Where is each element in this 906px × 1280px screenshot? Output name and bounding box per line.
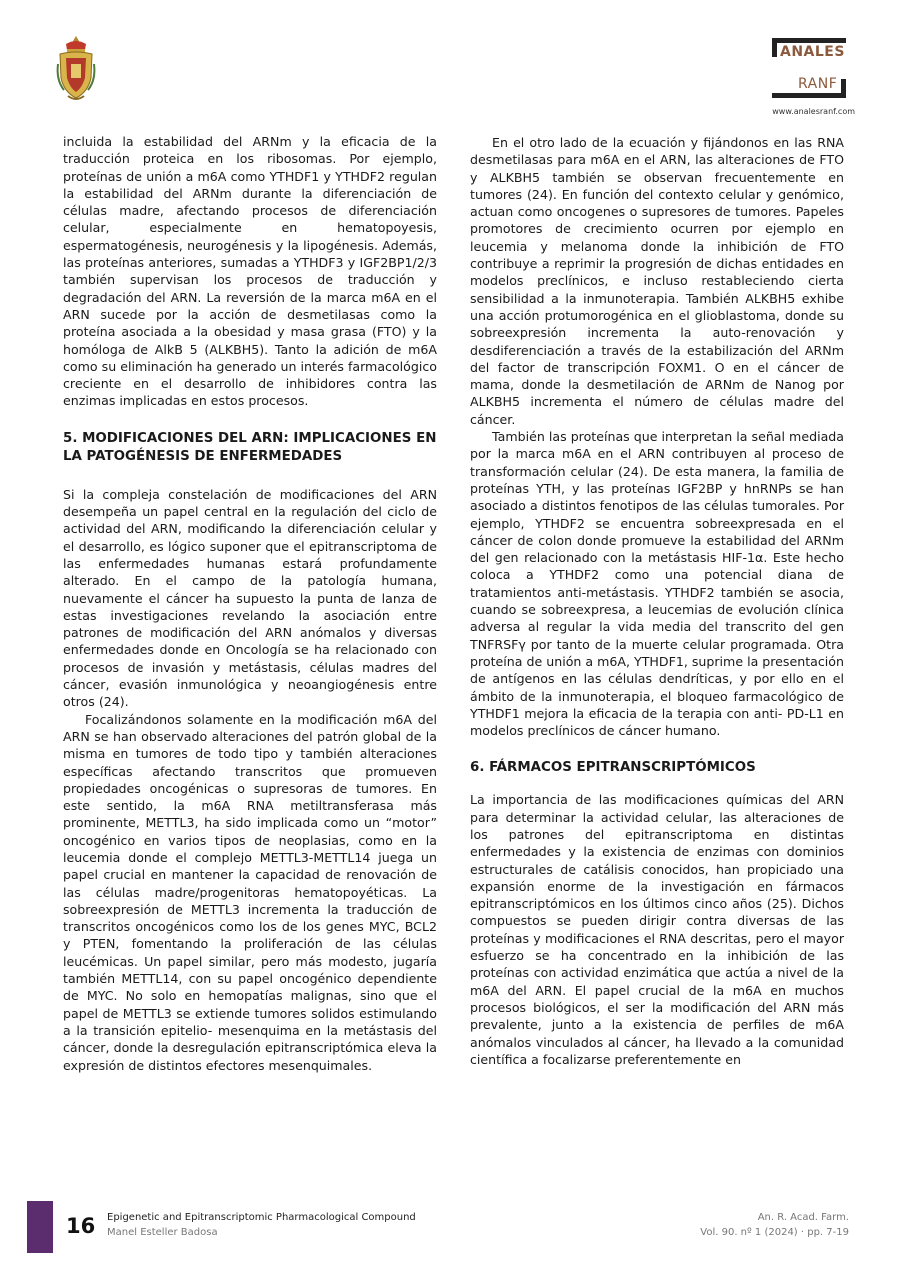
paragraph: incluida la estabilidad del ARNm y la eficacia de la traducción proteica en los ribosomas. Por ejemplo, proteínas de unión a m6A como YTHDF1 y YTHDF2 regulan la estabilidad del ARNm durante la diferenciación de células madre, afectando procesos de diferenciación celular, especialmente en hematopoyesis, espermatogénesis, neurogénesis y la lipogénesis. Además, las proteínas anteriores, sumadas a YTHDF3 y IGF2BP1/2/3 también supervisan los procesos de traducción y degradación del ARN. La reversión de la marca m6A en el ARN sucede por la acción de desmetilasas como la proteína asociada a la obesidad y masa grasa (FTO) y la homóloga de AlkB 5 (ALKBH5). Tanto la adición de m6A como su eliminación ha generado un interés farmacológico creciente en el desarrollo de inhibidores contra las enzimas implicadas en estos procesos. [63, 134, 437, 409]
logo-title: ANALES [780, 44, 845, 60]
journal-url[interactable]: www.analesranf.com [772, 107, 855, 116]
paragraph: Si la compleja constelación de modificaciones del ARN desempeña un papel central en la regulación del ciclo de actividad del ARN, modificando la diferenciación celular y el desarrollo, es lógico suponer que el epitranscriptoma de las enfermedades humanas estará profundamente alterado. En el campo de la patología humana, nuevamente el cáncer ha supuesto la punta de lanza de estas investigaciones revelando la asociación entre patrones de modificación del ARN anómalos y diversas enfermedades donde en Oncología se ha relacionado con procesos de invasión y metástasis, células madres del cáncer, evasión inmunológica y neoangiogénesis entre otros (24). [63, 486, 437, 710]
footer-accent-bar [27, 1201, 53, 1253]
logo-subtitle: RANF [798, 76, 838, 92]
coat-of-arms-icon [54, 34, 98, 104]
section-heading-5: 5. MODIFICACIONES DEL ARN: IMPLICACIONES EN LA PATOGÉNESIS DE ENFERMEDADES [63, 430, 437, 464]
footer-author: Manel Esteller Badosa [107, 1227, 218, 1238]
section-heading-6: 6. FÁRMACOS EPITRANSCRIPTÓMICOS [470, 760, 756, 776]
paragraph: La importancia de las modificaciones químicas del ARN para determinar la actividad celular, las alteraciones de los patrones del epitranscriptoma en distintas enfermedades y la existencia de enzimas con dominios estructurales de catálisis conocidos, han propiciado una expansión enorme de la investigación en fármacos epitranscriptómicos en los últimos cinco años (25). Dichos compuestos se pueden dirigir contra diversas de las proteínas y modificaciones el RNA descritas, pero el mayor esfuerzo se ha concentrado en la inhibición de las proteínas con actividad enzimática que actúa a nivel de la m6A del ARN. El papel crucial de la m6A en muchos procesos biológicos, el ser la modificación del ARN más prevalente, junto a la existencia de perfiles de m6A anómalos vinculados al cáncer, ha llevado a la comunidad científica a focalizarse preferentemente en [470, 792, 844, 1067]
right-column [470, 134, 844, 1068]
page-number: 16 [66, 1214, 96, 1238]
paragraph: Focalizándonos solamente en la modificación m6A del ARN se han observado alteraciones del patrón global de la misma en tumores de todo tipo y también alteraciones específicas afectando transcritos que promueven propiedades oncogénicas o supresoras de tumores. En este sentido, la m6A RNA metiltransferasa más prominente, METTL3, ha sido implicada como un “motor” oncogénico en varios tipos de neoplasias, como en la leucemia donde el complejo METTL3-METTL14 juega un papel crucial en mantener la capacidad de renovación de las células madre/progenitoras hematopoyéticas. La sobreexpresión de METTL3 incrementa la traducción de transcritos oncogénicos como los de los genes MYC, BCL2 y PTEN, fomentando la proliferación de las células leucémicas. Un papel similar, pero más modesto, jugaría también METTL14, con su papel oncogénico dependiente de MYC. No solo en hemopatías malignas, sino que el papel de METTL3 se extiende tumores solidos estimulando a la transición epitelio- mesenquima en la metástasis del cáncer, donde la desregulación epitranscriptómica eleva la expresión de distintos efectores mesenquimales. [63, 711, 437, 1073]
footer-journal: An. R. Acad. Farm. [757, 1212, 849, 1223]
left-column [63, 133, 437, 1074]
journal-logo [770, 38, 852, 100]
paragraph: También las proteínas que interpretan la señal mediada por la marca m6A en el ARN contribuyen al proceso de transformación celular (24). De esta manera, la familia de proteínas YTH, y las proteínas IGF2BP y hnRNPs se han asociado a distintos fenotipos de las células tumorales. Por ejemplo, YTHDF2 se encuentra sobreexpresada en el cáncer de colon donde promueve la estabilidad del ARNm del gen relacionado con la metástasis HIF-1α. Este hecho coloca a YTHDF2 como una potencial diana de tratamientos anti-metástasis. YTHDF2 también se asocia, cuando se sobreexpresa, a leucemias de evolución clínica adversa al regular la vida media del transcrito del gen TNFRSFγ por tanto de la muerte celular programada. Otra proteína de unión a m6A, YTHDF1, suprime la presentación de antígenos en las células dendríticas, y por ello en el ámbito de la inmunoterapia, el bloqueo farmacológico de YTHDF1 mejora la eficacia de la terapia con anti- PD-L1 en modelos preclínicos de cáncer humano. [470, 429, 844, 739]
paragraph: En el otro lado de la ecuación y fijándonos en las RNA desmetilasas para m6A en el ARN, las alteraciones de FTO y ALKBH5 también se observan frecuentemente en tumores (24). En función del contexto celular y genómico, actuan como oncogenes o supresores de tumores. Papeles promotores de crecimiento ocurren por ejemplo en leucemia y melanoma donde la inhibición de FTO contribuye a reprimir la progresión de dichas entidades en modelos preclínicos, e incluso restableciendo cierta sensibilidad a la inmunoterapia. También ALKBH5 exhibe una acción protumorogénica en el glioblastoma, donde su sobreexpresión incrementa la auto-renovación y desdiferenciación a través de la estabilización del ARNm del factor de transcripción FOXM1. O en el cáncer de mama, donde la desmetilación de ARNm de Nanog por ALKBH5 incrementa el número de células madre del cáncer. [470, 135, 844, 427]
footer-article-title: Epigenetic and Epitranscriptomic Pharmacological Compound [107, 1212, 416, 1223]
footer-volume: Vol. 90. nº 1 (2024) · pp. 7-19 [700, 1227, 849, 1238]
